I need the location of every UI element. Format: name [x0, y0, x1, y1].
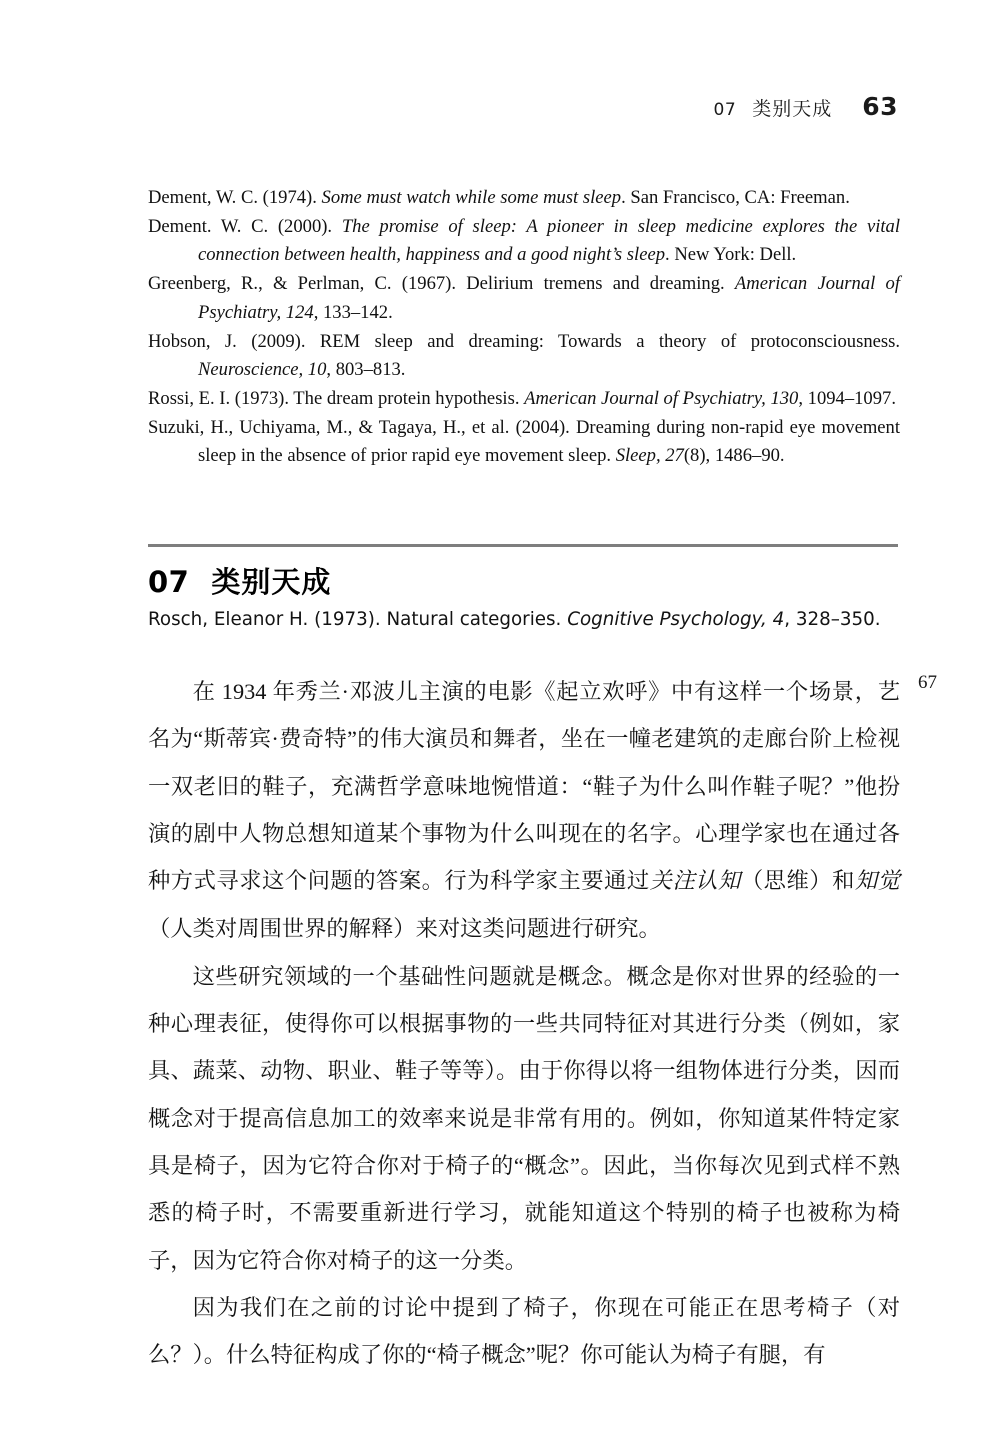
references-list [148, 184, 900, 471]
body-paragraph: 在 1934 年秀兰·邓波儿主演的电影《起立欢呼》中有这样一个场景，艺名为“斯蒂宾·费奇特”的伟大演员和舞者，坐在一幢老建筑的走廊台阶上检视一双老旧的鞋子，充满哲学意味地惋惜道：“鞋子为什么叫作鞋子呢？”他扮演的剧中人物总想知道某个事物为什么叫现在的名字。心理学家也在通过各种方式寻求这个问题的答案。行为科学家主要通过关注认知（思维）和知觉（人类对周围世界的解释）来对这类问题进行研究。 [148, 679, 900, 942]
section-number: 07 [148, 565, 190, 599]
reference-entry: Rossi, E. I. (1973). The dream protein hypothesis. American Journal of Psychiatry, 130, 1094–1097. [148, 387, 896, 409]
body-text [148, 668, 900, 1378]
header-page-number: 63 [862, 92, 898, 121]
reference-entry: Greenberg, R., & Perlman, C. (1967). Delirium tremens and dreaming. American Journal of Psychiatry, 124, 133–142. [148, 273, 900, 323]
header-chapter-title: 类别天成 [752, 98, 833, 120]
reference-entry: Dement, W. C. (1974). Some must watch while some must sleep. San Francisco, CA: Freeman. [148, 187, 850, 208]
header-chapter-number: 07 [713, 100, 737, 120]
reference-entry: Dement. W. C. (2000). The promise of sleep: A pioneer in sleep medicine explores the vital connection between health, happiness and a good night’s sleep. New York: Dell. [148, 215, 900, 266]
body-paragraph: 因为我们在之前的讨论中提到了椅子，你现在可能正在思考椅子（对么？）。什么特征构成了你的“椅子概念”呢？你可能认为椅子有腿，有 [148, 1294, 900, 1368]
section-divider-rule [148, 544, 898, 547]
body-paragraph: 这些研究领域的一个基础性问题就是概念。概念是你对世界的经验的一种心理表征，使得你可以根据事物的一些共同特征对其进行分类（例如，家具、蔬菜、动物、职业、鞋子等等）。由于你得以将一组物体进行分类，因而概念对于提高信息加工的效率来说是非常有用的。例如，你知道某件特定家具是椅子，因为它符合你对于椅子的“概念”。因此，当你每次见到式样不熟悉的椅子时，不需要重新进行学习，就能知道这个特别的椅子也被称为椅子，因为它符合你对椅子的这一分类。 [148, 963, 900, 1273]
section-title: 类别天成 [211, 565, 332, 599]
page-title [148, 560, 331, 601]
margin-page-number: 67 [918, 672, 937, 693]
reference-entry: Hobson, J. (2009). REM sleep and dreaming: Towards a theory of protoconsciousness. Neuroscience, 10, 803–813. [148, 330, 900, 381]
running-header [148, 92, 898, 126]
section-citation: Rosch, Eleanor H. (1973). Natural categories. Cognitive Psychology, 4, 328–350. [148, 609, 881, 630]
reference-entry: Suzuki, H., Uchiyama, M., & Tagaya, H., et al. (2004). Dreaming during non-rapid eye movement sleep in the absence of prior rapid eye movement sleep. Sleep, 27(8), 1486–90. [148, 416, 900, 467]
